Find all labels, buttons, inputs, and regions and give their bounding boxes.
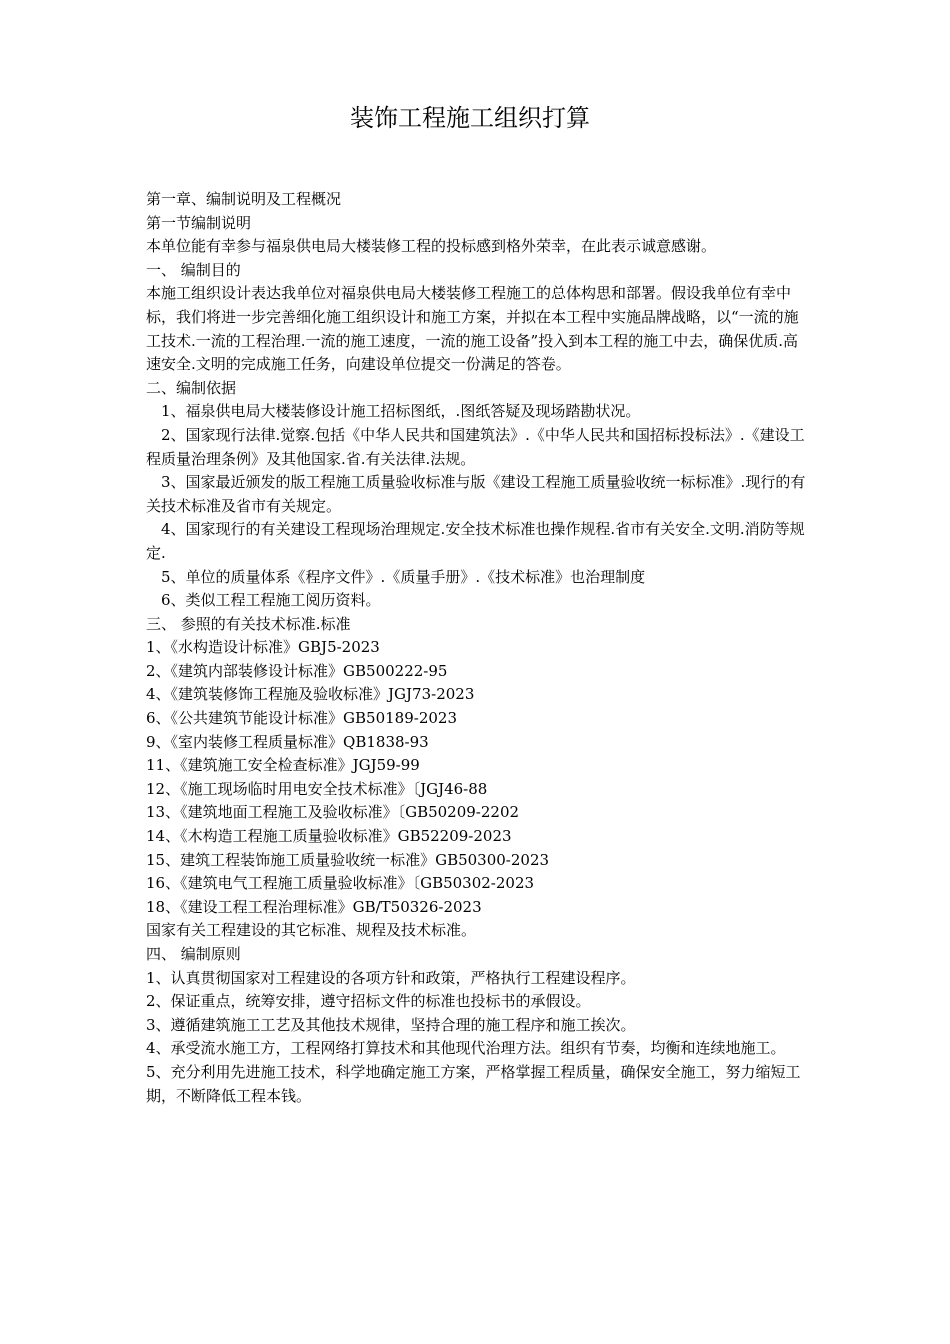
standard-item: 4、《建筑装修饰工程施及验收标准》JGJ73-2023 xyxy=(146,685,475,704)
basis-item: 6、类似工程工程施工阅历资料。 xyxy=(161,591,381,610)
basis-item: 4、国家现行的有关建设工程现场治理规定.安全技术标准也操作规程.省市有关安全.文明.消防等规定. xyxy=(146,520,805,562)
principle-item: 3、遵循建筑施工工艺及其他技术规律，坚持合理的施工程序和施工挨次。 xyxy=(146,1015,636,1034)
basis-item: 5、单位的质量体系《程序文件》.《质量手册》.《技术标准》也治理制度 xyxy=(161,567,646,586)
standard-item: 16、《建筑电气工程施工质量验收标准》〔GB50302-2023 xyxy=(146,874,535,893)
standard-item: 2、《建筑内部装修设计标准》GB500222-95 xyxy=(146,661,448,680)
standard-item: 11、《建筑施工安全检查标准》JGJ59-99 xyxy=(146,756,420,775)
subsection-heading: 三、 参照的有关技术标准.标准 xyxy=(146,614,351,633)
paragraph: 本单位能有幸参与福泉供电局大楼装修工程的投标感到格外荣幸，在此表示诚意感谢。 xyxy=(146,237,717,256)
document-title: 装饰工程施工组织打算 xyxy=(350,104,590,132)
standard-item: 6、《公共建筑节能设计标准》GB50189-2023 xyxy=(146,709,458,728)
principle-item: 5、充分利用先进施工技术，科学地确定施工方案，严格掌握工程质量，确保安全施工，努力缩短工期，不断降低工程本钱。 xyxy=(146,1062,801,1105)
subsection-heading: 一、 编制目的 xyxy=(146,260,241,279)
standard-item: 18、《建设工程工程治理标准》GB/T50326-2023 xyxy=(146,897,482,916)
section-heading: 第一节编制说明 xyxy=(146,213,252,232)
standard-item: 9、《室内装修工程质量标准》QB1838-93 xyxy=(146,732,429,751)
standard-item: 13、《建筑地面工程施工及验收标准》〔GB50209-2202 xyxy=(146,803,520,822)
principle-item: 4、承受流水施工方，工程网络打算技术和其他现代治理方法。组织有节奏，均衡和连续地施工。 xyxy=(146,1039,786,1058)
basis-item: 2、国家现行法律.觉察.包括《中华人民共和国建筑法》.《中华人民共和国招标投标法》.《建设工程质量治理条例》及其他国家.省.有关法律.法规。 xyxy=(146,425,805,468)
subsection-heading: 二、编制依据 xyxy=(146,378,237,397)
paragraph: 本施工组织设计表达我单位对福泉供电局大楼装修工程施工的总体构思和部署。假设我单位有幸中标，我们将进一步完善细化施工组织设计和施工方案，并拟在本工程中实施品牌战略，以“一流的施工技术.一流的工程治理.一流的施工速度，一流的施工设备”投入到本工程的施工中去，确保优质.高速安全.文明的完成施工任务，向建设单位提交一份满足的答卷。 xyxy=(146,284,799,374)
standard-item: 12、《施工现场临时用电安全技术标准》〔JGJ46-88 xyxy=(146,779,488,798)
standard-item: 15、建筑工程装饰施工质量验收统一标准》GB50300-2023 xyxy=(146,850,550,869)
principle-item: 2、保证重点，统筹安排，遵守招标文件的标准也投标书的承假设。 xyxy=(146,992,591,1011)
principle-item: 1、认真贯彻国家对工程建设的各项方针和政策，严格执行工程建设程序。 xyxy=(146,968,636,987)
document-body xyxy=(146,188,808,1108)
standard-item: 14、《木构造工程施工质量验收标准》GB52209-2023 xyxy=(146,827,512,846)
basis-item: 1、福泉供电局大楼装修设计施工招标图纸，.图纸答疑及现场踏勘状况。 xyxy=(161,402,641,421)
subsection-heading: 四、 编制原则 xyxy=(146,945,241,963)
paragraph: 国家有关工程建设的其它标准、规程及技术标准。 xyxy=(146,921,477,940)
basis-item: 3、国家最近颁发的版工程施工质量验收标准与版《建设工程施工质量验收统一标标准》.现行的有关技术标准及省市有关规定。 xyxy=(146,473,806,515)
chapter-heading: 第一章、编制说明及工程概况 xyxy=(146,190,342,208)
standard-item: 1、《水构造设计标准》GBJ5-2023 xyxy=(146,638,380,657)
